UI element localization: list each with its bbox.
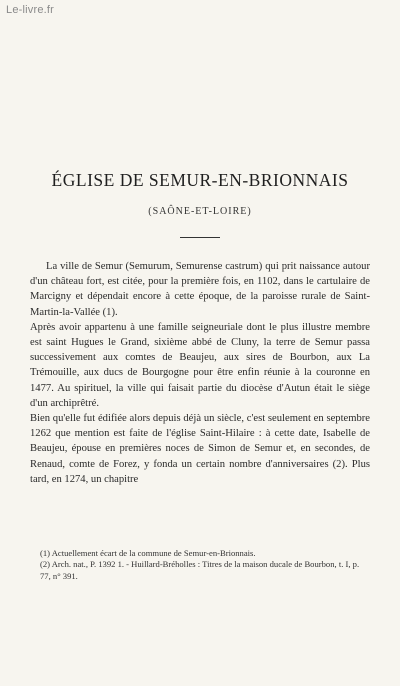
paragraph: Bien qu'elle fut édifiée alors depuis déjà un siècle, c'est seulement en septembre 1262 que mention est faite de l'église Saint-Hilaire : à cette date, Isabelle de Beaujeu, épouse en premières noces de Simon de Semur et, en secondes, de Renaud, comte de Forez, y fonda un certain nombre d'anniversaires (2). Plus tard, en 1274, un chapitre (30, 413, 370, 485)
watermark: Le-livre.fr (6, 4, 55, 16)
footnote: (1) Actuellement écart de la commune de Semur-en-Brionnais. (40, 548, 256, 558)
paragraph: La ville de Semur (Semurum, Semurense castrum) qui prit naissance autour d'un château fort, est citée, pour la première fois, en 1102, dans le cartulaire de Marcigny et dépendait encore à cette époque, de la paroisse rurale de Saint-Martin-la-Vallée (1). (30, 261, 370, 318)
footnote: (2) Arch. nat., P. 1392 1. - Huillard-Bréholles : Titres de la maison ducale de Bourbon, t. I, p. 77, n° 391. (40, 559, 360, 581)
page-subtitle: (SAÔNE-ET-LOIRE) (148, 206, 252, 217)
page-title: ÉGLISE DE SEMUR-EN-BRIONNAIS (51, 170, 349, 190)
footnotes (30, 548, 370, 582)
body-text (30, 259, 370, 487)
title-divider (180, 237, 220, 238)
paragraph: Après avoir appartenu à une famille seigneuriale dont le plus illustre membre est saint Hugues le Grand, sixième abbé de Cluny, la terre de Semur passa successivement aux comtes de Beaujeu, aux sires de Bourbon, aux La Trémouille, aux ducs de Bourgogne pour être enfin réunie à la couronne en 1477. Au spirituel, la ville qui faisait partie du diocèse d'Autun était le siège d'un archiprêtré. (30, 321, 370, 409)
